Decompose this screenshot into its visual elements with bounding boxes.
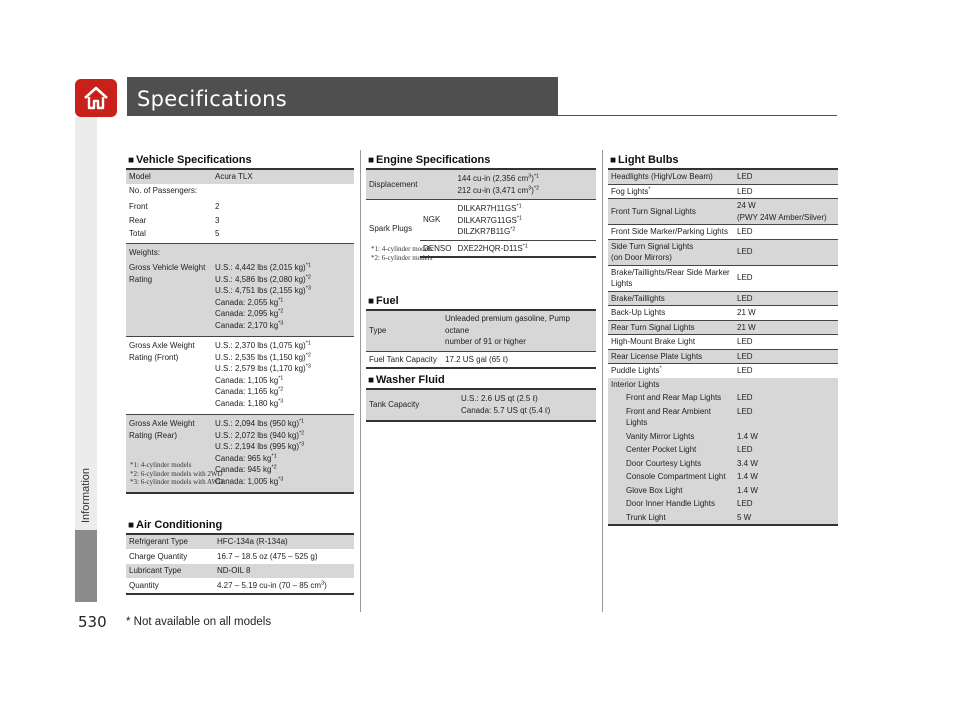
bulb-name: Front and Rear Map Lights [608,391,734,405]
table-row [608,430,838,444]
section-title: ■ Air Conditioning [128,519,223,531]
bulb-name: Fog Lights* [608,184,734,199]
bulb-value: LED [734,225,838,240]
table-row: Fuel Tank Capacity 17.2 US gal (65 ℓ) [366,351,596,368]
sidebar-label: Information [80,467,92,523]
fuel-spec-table [366,309,596,369]
vehicle-notes: *1: 4-cylinder models *2: 6-cylinder models with 2WD *3: 6-cylinder models with AWD [130,461,224,486]
table-row: Weights: [126,243,354,259]
bulb-value: LED [734,265,838,291]
bulb-value: LED [734,291,838,306]
bulb-value: LED [734,184,838,199]
bulb-name: Interior Lights [608,378,734,392]
table-row [608,199,838,225]
table-row: Rear 3 [129,215,220,225]
table-row [608,497,838,511]
bulb-value: 1.4 W [734,470,838,484]
bulb-name: Front and Rear Ambient Lights [608,405,734,430]
table-row: Charge Quantity 16.7 – 18.5 oz (475 – 525 g) [129,551,318,561]
bulb-name: Rear License Plate Lights [608,349,734,364]
bulb-name: Headlights (High/Low Beam) [608,169,734,184]
bulb-value: 21 W [734,306,838,321]
table-row: Gross Axle Weight Rating (Front) U.S.: 2,370 lbs (1,075 kg)$^{*1}$ U.S.: 2,535 lbs (1,150 kg)$^{*2}$ U.S.: 2,579 lbs (1,170 kg)$^{*3}$ Canada: 1,105 $kg^{*1}$ Canada: 1,165 $kg^{*2}$ Canada: 1,180 $kg^{*3}$ [126,337,354,415]
bulbs-spec-table [608,168,838,526]
table-row [608,391,838,405]
table-row: Type Unleaded premium gasoline, Pump octane number of 91 or higher [366,310,596,351]
table-row: Displacement 144 cu-in (2,356 $cm^3)^{*1}$ 212 cu-in (3,471 $cm^3)^{*2}$ [366,169,596,200]
table-row [608,470,838,484]
section-title: ■ Fuel [368,295,399,307]
table-row: Gross Vehicle Weight Rating U.S.: 4,442 lbs (2,015 kg)$^{*1}$ U.S.: 4,586 lbs (2,080 kg)$^{*2}$ U.S.: 4,751 lbs (2,155 kg)$^{*3}$ Canada: 2,055 $kg^{*1}$ Canada: 2,095 $kg^{*2}$ Canada: 2,170 $kg^{*3}$ [126,259,354,337]
table-row [608,511,838,526]
bulb-value: 21 W [734,320,838,335]
table-row: No. of Passengers: [129,185,198,195]
bulb-name: Door Courtesy Lights [608,457,734,471]
bulb-name: Glove Box Light [608,484,734,498]
table-row [608,484,838,498]
table-row: Tank Capacity U.S.: 2.6 US qt (2.5 ℓ) Canada: 5.7 US qt (5.4 ℓ) [366,389,596,421]
bulb-value: LED [737,366,753,375]
table-row [608,169,838,184]
table-row [608,335,838,350]
section-title: ■ Engine Specifications [368,154,491,166]
table-row [608,225,838,240]
bulb-name: Brake/Taillights [608,291,734,306]
table-row: DENSO $DXE22HQR-D11S^{*1}$ [366,240,596,257]
table-row [608,364,838,378]
table-row: Front 2 [129,202,220,211]
home-icon [82,85,110,111]
bulb-name: High-Mount Brake Light [608,335,734,350]
bulb-value: 5 W [734,511,838,526]
bulb-value: LED [734,405,838,430]
bulb-value: 1.4 W [734,430,838,444]
table-row: Lubricant Type ND-OIL 8 [126,564,354,578]
bulb-value: LED [734,239,838,265]
table-row [608,349,838,364]
title-bar [127,77,558,115]
page-number: 530 [78,613,107,631]
home-button[interactable] [75,79,117,117]
section-title: ■ Washer Fluid [368,374,445,386]
table-row [608,457,838,471]
column-divider [602,150,603,612]
table-row [608,265,838,291]
bulb-value: LED [734,349,838,364]
bulb-value: 24 W (PWY 24W Amber/Silver) [734,199,838,225]
table-row: Refrigerant Type HFC-134a (R-134a) [126,534,354,549]
sidebar-marker[interactable] [75,530,97,602]
table-row [608,184,838,199]
table-row: Gross Axle Weight Rating (Rear) U.S.: 2,094 lbs (950 kg)$^{*1}$ U.S.: 2,072 lbs (940 kg)$^{*2}$ U.S.: 2,194 lbs (995 kg)$^{*3}$ Canada: 965 $kg^{*1}$ Canada: 945 $kg^{*2}$ Canada: 1,005 $kg^{*3}$ [126,415,354,494]
bulb-name: Vanity Mirror Lights [608,430,734,444]
bulb-name: Front Side Marker/Parking Lights [608,225,734,240]
section-title: ■ Light Bulbs [610,154,679,166]
bulb-name: Rear Turn Signal Lights [608,320,734,335]
bulb-value: LED [734,335,838,350]
bulb-name: Center Pocket Light [608,443,734,457]
bulb-value: LED [734,497,838,511]
table-row [608,239,838,265]
table-row [608,291,838,306]
bulb-name: Brake/Taillights/Rear Side Marker Lights [608,265,734,291]
bulb-name: Door Inner Handle Lights [608,497,734,511]
table-row: Quantity 4.27 – 5.19 cu-in (70 – 85 $cm^3$) [126,578,354,595]
bulb-name: Front Turn Signal Lights [608,199,734,225]
table-row [608,378,838,392]
ac-spec-table [126,533,354,595]
washer-spec-table [366,388,596,422]
bulb-name: Back-Up Lights [608,306,734,321]
bulb-name: Puddle Lights* [611,365,662,375]
table-row [608,320,838,335]
bulb-value: LED [734,391,838,405]
bulb-name: Side Turn Signal Lights (on Door Mirrors) [608,239,734,265]
footnote: * Not available on all models [126,616,272,628]
section-title: ■ Vehicle Specifications [128,154,252,166]
bulb-value: LED [734,443,838,457]
table-row: Total 5 [126,227,354,243]
table-row [608,443,838,457]
bulb-value: LED [734,169,838,184]
bulb-name: Console Compartment Light [608,470,734,484]
title-rule [127,115,837,116]
page-title: Specifications [137,87,287,111]
table-row [608,306,838,321]
engine-notes: *1: 4-cylinder models *2: 6-cylinder models [371,245,433,262]
bulb-value: 1.4 W [734,484,838,498]
column-divider [360,150,361,612]
table-row: Model Acura TLX [126,169,354,184]
bulb-name: Trunk Light [608,511,734,526]
table-row: Spark Plugs NGK DILKAR7H11GS$^{*1}$ DILKAR7G11GS$^{*1}$ $DILZKR7B11G^{*2}$ [366,200,596,241]
table-row [608,405,838,430]
vehicle-spec-table [126,168,354,494]
bulb-value [734,378,838,392]
bulb-value: 3.4 W [734,457,838,471]
